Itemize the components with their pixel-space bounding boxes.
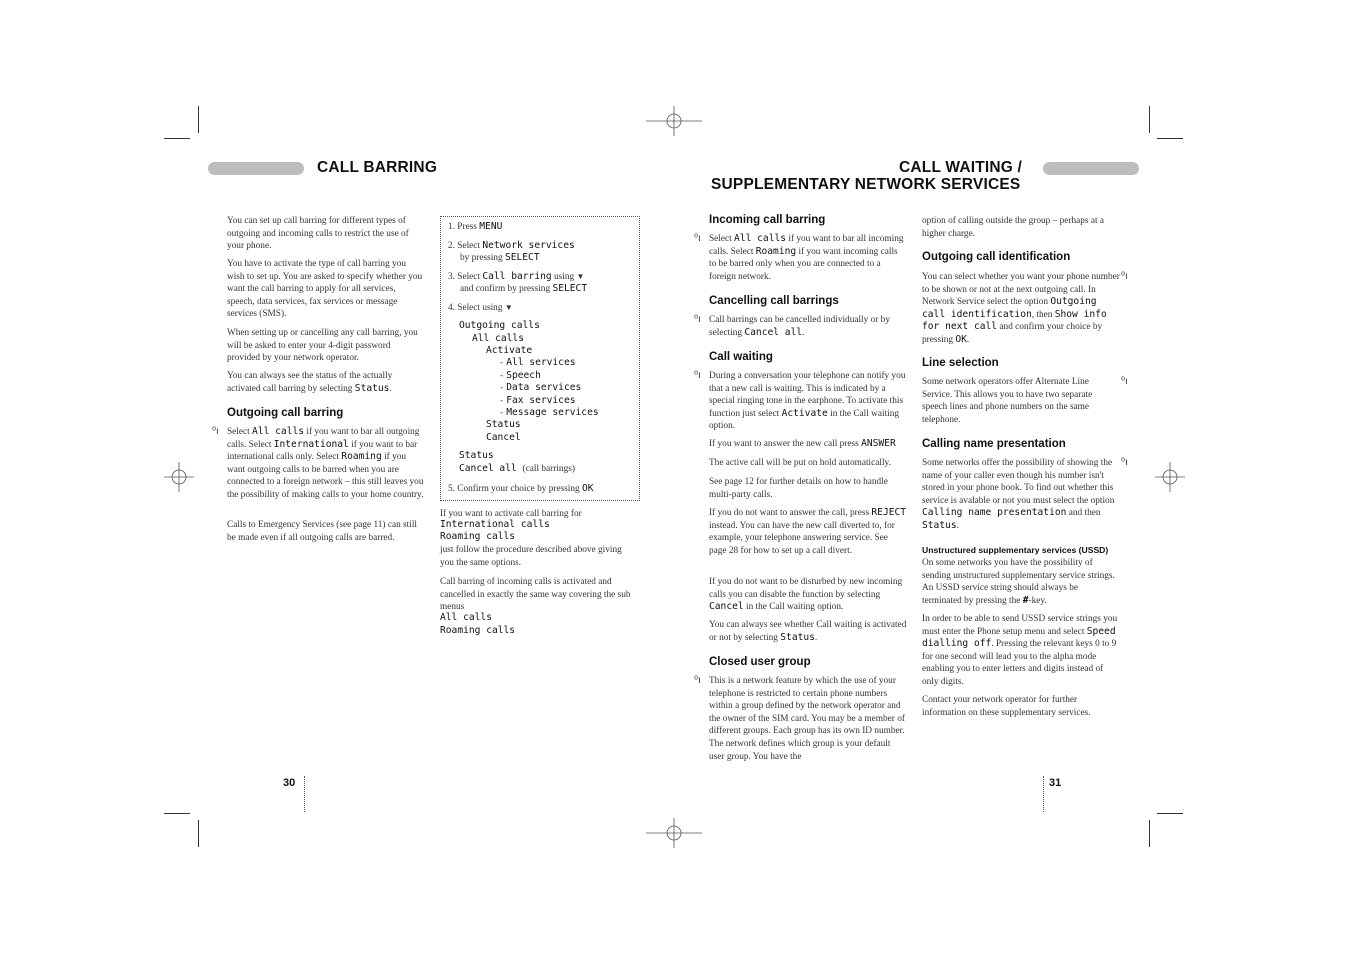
menu-item: All calls (472, 333, 524, 344)
menu-value: Roaming calls (440, 625, 516, 636)
intro-paragraph: You have to activate the type of call barring you wish to set up. You are asked to specify whether you want the call barring to apply for all services, speech, data services, fax services or message services (SMS). (227, 259, 423, 320)
text-span: in the Call waiting option. (745, 602, 844, 613)
section-heading: Calling name presentation (922, 438, 1066, 450)
ussd-paragraph (922, 557, 1120, 607)
text-span: You can always see whether Call waiting is activated or not by selecting (709, 620, 907, 643)
text-span: Select (227, 427, 250, 437)
step-5 (448, 483, 594, 496)
text-span: If you do not want to be disturbed by new incoming calls you can disable the function by selecting (709, 577, 903, 600)
menu-value: Outgoing call identification (922, 296, 1097, 320)
header-bar-left (208, 162, 304, 175)
text-span: by pressing (460, 253, 503, 263)
menu-value: All calls (734, 233, 787, 244)
menu-value: OK (955, 333, 967, 345)
menu-item: - Data services (500, 382, 582, 393)
crop-mark (164, 813, 190, 814)
text-span: in the Call waiting option. (709, 408, 900, 432)
dotted-divider (1043, 776, 1044, 812)
menu-item (459, 463, 575, 474)
emergency-paragraph: Calls to Emergency Services (see page 11) can still be made even if all outgoing calls are barred. (227, 520, 418, 543)
menu-item-label: Fax services (506, 395, 576, 406)
incoming-paragraph: If you want to activate call barring for (440, 509, 582, 519)
menu-value: Cancel all (744, 326, 803, 338)
menu-value: Show info for next call (922, 308, 1107, 333)
header-bar-right (1043, 162, 1139, 175)
ussd-heading: Unstructured supplementary services (USSD) (922, 545, 1109, 555)
text-span: , then (1031, 309, 1053, 320)
crop-mark (198, 820, 199, 847)
text-span: On some networks you have the possibility of sending unstructured supplementary service strings. An USSD service string should always be terminated by pressing the (922, 558, 1115, 606)
crop-mark (198, 106, 199, 133)
registration-mark-icon (646, 818, 702, 848)
note-text: (call barrings) (522, 464, 575, 474)
menu-item: Activate (486, 345, 533, 356)
disturb-paragraph (709, 576, 907, 614)
menu-value: Call barring (482, 271, 552, 282)
network-service-icon: ⁰ı (1121, 271, 1128, 282)
text-span: if you want to bar international calls only. Select (227, 439, 418, 463)
menu-value: Activate (781, 407, 828, 419)
step-3-cont (460, 283, 587, 296)
menu-value: REJECT (871, 507, 907, 518)
menu-value: All calls (440, 612, 492, 623)
section-heading: Incoming call barring (709, 214, 826, 226)
network-service-icon: ⁰ı (1121, 457, 1128, 468)
hash-key-icon: # (1022, 594, 1029, 606)
menu-item: Status (459, 450, 494, 461)
section-heading: Line selection (922, 357, 999, 369)
menu-item: Status (486, 419, 521, 430)
menu-value: MENU (479, 221, 503, 232)
text-span: if you want to bar all outgoing calls. Select (227, 427, 420, 450)
menu-value: Status (780, 631, 815, 643)
text-span: using (553, 272, 575, 282)
text-span: If you do not want to answer the call, press (709, 508, 870, 518)
reject-paragraph (709, 507, 907, 557)
hold-paragraph: The active call will be put on hold automatically. (709, 458, 891, 468)
network-service-icon: ⁰ı (212, 426, 219, 437)
see-paragraph: You can always see whether Call waiting is activated or not by selecting Status. (709, 620, 907, 643)
menu-value: Cancel (709, 601, 744, 613)
crop-mark (1149, 106, 1150, 133)
text-span: and then (1068, 508, 1101, 519)
text-span: 5. Confirm your choice by pressing (448, 484, 580, 494)
incoming-paragraph: just follow the procedure described above giving you the same options. (440, 545, 622, 568)
crop-mark (1157, 813, 1183, 814)
section-heading: Call waiting (709, 351, 773, 363)
menu-value: International calls (440, 519, 550, 530)
answer-paragraph (709, 438, 907, 451)
menu-value: International (273, 438, 349, 450)
menu-item: Outgoing calls (459, 320, 540, 331)
arrow-down-icon: ▼ (576, 272, 585, 281)
text-span: instead. You can have the new call diverted to, for example, your telephone answering service. See page 28 for how to set up a call divert. (709, 520, 895, 556)
page-title: CALL WAITING / (899, 159, 1023, 176)
status-value: Status (354, 382, 390, 394)
step-1 (448, 221, 502, 234)
intro-paragraph: You can set up call barring for different types of outgoing and incoming calls to restrict the use of your phone. (227, 216, 409, 252)
line-paragraph: Some network operators offer Alternate Line Service. This allows you to have two separate speech lines and phone numbers on the same telephone. (922, 377, 1093, 425)
menu-value: All calls (252, 426, 305, 437)
crop-mark (164, 138, 190, 139)
crop-mark (1157, 138, 1183, 139)
ussd-paragraph (922, 613, 1120, 689)
intro-paragraph: When setting up or cancelling any call barring, you will be asked to enter your 4-digit password provided by your network operator. (227, 328, 418, 364)
outid-paragraph: You can select whether you want your phone number to be shown or not at the next outgoing call. In Network Service select the option Outgoing call identification, then Show info for next call and confirm your choice by pressing OK. (922, 272, 1120, 345)
text-span: if you want incoming calls to be barred only when you are connected to a foreign network. (709, 246, 898, 282)
text-span: During a conversation your telephone can notify you that a new call is waiting. This is indicated by a special ringing tone in the earphone. To activate this function just select (709, 371, 906, 419)
incoming-paragraph: Call barring of incoming calls is activated and cancelled in exactly the same way covering the sub menus (440, 577, 631, 613)
incoming-paragraph (709, 233, 907, 283)
network-service-icon: ⁰ı (694, 675, 701, 686)
network-service-icon: ⁰ı (694, 233, 701, 244)
registration-mark-icon (164, 462, 194, 492)
menu-value: OK (582, 483, 594, 494)
text-span: You can select whether you want your phone number to be shown or not at the next outgoing call. In Network Service select the option (922, 272, 1120, 308)
page-number: 31 (1049, 777, 1062, 789)
registration-mark-icon (1155, 462, 1185, 492)
menu-value: Roaming (341, 451, 382, 463)
closed-cont-paragraph: option of calling outside the group – perhaps at a higher charge. (922, 216, 1105, 239)
step-4 (448, 302, 513, 315)
text-span: and confirm your choice by pressing (922, 322, 1103, 345)
network-service-icon: ⁰ı (694, 370, 701, 381)
text-span: Some networks offer the possibility of showing the name of your caller even though his number isn't stored in your phone book. To find out whether this service is avalable or not you must select the option (922, 458, 1115, 506)
waiting-paragraph (709, 370, 907, 433)
arrow-down-icon: ▼ (504, 303, 513, 312)
menu-item: - Speech (500, 370, 541, 381)
menu-value: SELECT (552, 283, 588, 294)
menu-item: Cancel (486, 432, 521, 443)
cnp-paragraph: Some networks offer the possibility of showing the name of your caller even though his number isn't stored in your phone book. To find out whether this service is avalable or not you must select the option Calling name presentation and then Status. (922, 458, 1115, 531)
menu-item-label: All services (506, 357, 576, 368)
menu-value: Roaming calls (440, 531, 516, 542)
registration-mark-icon (646, 106, 702, 136)
section-heading: Outgoing call barring (227, 407, 344, 419)
menu-item-label: Data services (506, 382, 582, 393)
menu-item: - All services (500, 357, 576, 368)
menu-value: SELECT (504, 252, 540, 263)
text-span: If you want to answer the new call press (709, 439, 859, 449)
dotted-divider (304, 776, 305, 812)
section-heading: Closed user group (709, 656, 811, 668)
page-subtitle: SUPPLEMENTARY NETWORK SERVICES (711, 176, 1021, 193)
menu-value: Roaming (755, 245, 797, 257)
contact-paragraph: Contact your network operator for further information on these supplementary services. (922, 695, 1091, 718)
text-span: In order to be able to send USSD service strings you must enter the Phone setup menu and select (922, 614, 1118, 637)
text-span: 3. Select (448, 272, 481, 282)
text-span: Call barrings can be cancelled individually or by selecting (709, 315, 890, 338)
text-span: 1. Press (448, 222, 477, 232)
text-span: if you want to bar all incoming calls. Select (709, 234, 904, 257)
status-paragraph: You can always see the status of the actually activated call barring by selecting Status. (227, 371, 393, 394)
status-text: You can always see the status of the actually activated call barring by selecting (227, 371, 393, 394)
menu-item: - Message services (500, 407, 599, 418)
text-span: -key. (1028, 595, 1047, 606)
menu-value: Calling name presentation (922, 507, 1067, 519)
menu-item: - Fax services (500, 395, 576, 406)
text-span: if you want outgoing calls to be barred when you are connected to a foreign network – this still leaves you the possibility of making calls to your home country. (227, 452, 424, 500)
cancelling-paragraph: Call barrings can be cancelled individually or by selecting Cancel all. (709, 315, 890, 338)
text-span: Select (709, 234, 732, 244)
menu-value: Network services (482, 240, 575, 251)
menu-value: Speed dialling off (922, 625, 1116, 650)
menu-item-label: Speech (506, 370, 541, 381)
closed-paragraph: This is a network feature by which the use of your telephone is restricted to certain phone numbers within a group defined by the network operator and the owner of the SIM card. You may be a member of different groups. Each group has its own ID number. The network defines which group is your default user group. You have the (709, 676, 905, 762)
text-span: and confirm by pressing (460, 284, 551, 294)
menu-value: Status (922, 519, 957, 531)
page12-paragraph: See page 12 for further details on how to handle multi-party calls. (709, 477, 888, 500)
menu-item-label: Cancel all (459, 463, 517, 474)
section-heading: Cancelling call barrings (709, 295, 839, 307)
network-service-icon: ⁰ı (694, 314, 701, 325)
outgoing-paragraph (227, 426, 425, 502)
step-2 (448, 240, 575, 253)
text-span: . Pressing the relevant keys 0 to 9 for one second will lead you to the alpha mode enabling you to enter letters and digits instead of only digits. (922, 639, 1117, 687)
crop-mark (1149, 820, 1150, 847)
page-number: 30 (283, 777, 296, 789)
text-span: 4. Select using (448, 303, 503, 313)
section-heading: Outgoing call identification (922, 251, 1071, 263)
network-service-icon: ⁰ı (1121, 376, 1128, 387)
step-3 (448, 271, 584, 284)
menu-value: ANSWER (861, 438, 896, 449)
text-span: 2. Select (448, 241, 481, 251)
page-title: CALL BARRING (317, 159, 438, 176)
step-2-cont (460, 252, 540, 265)
menu-item-label: Message services (506, 407, 599, 418)
